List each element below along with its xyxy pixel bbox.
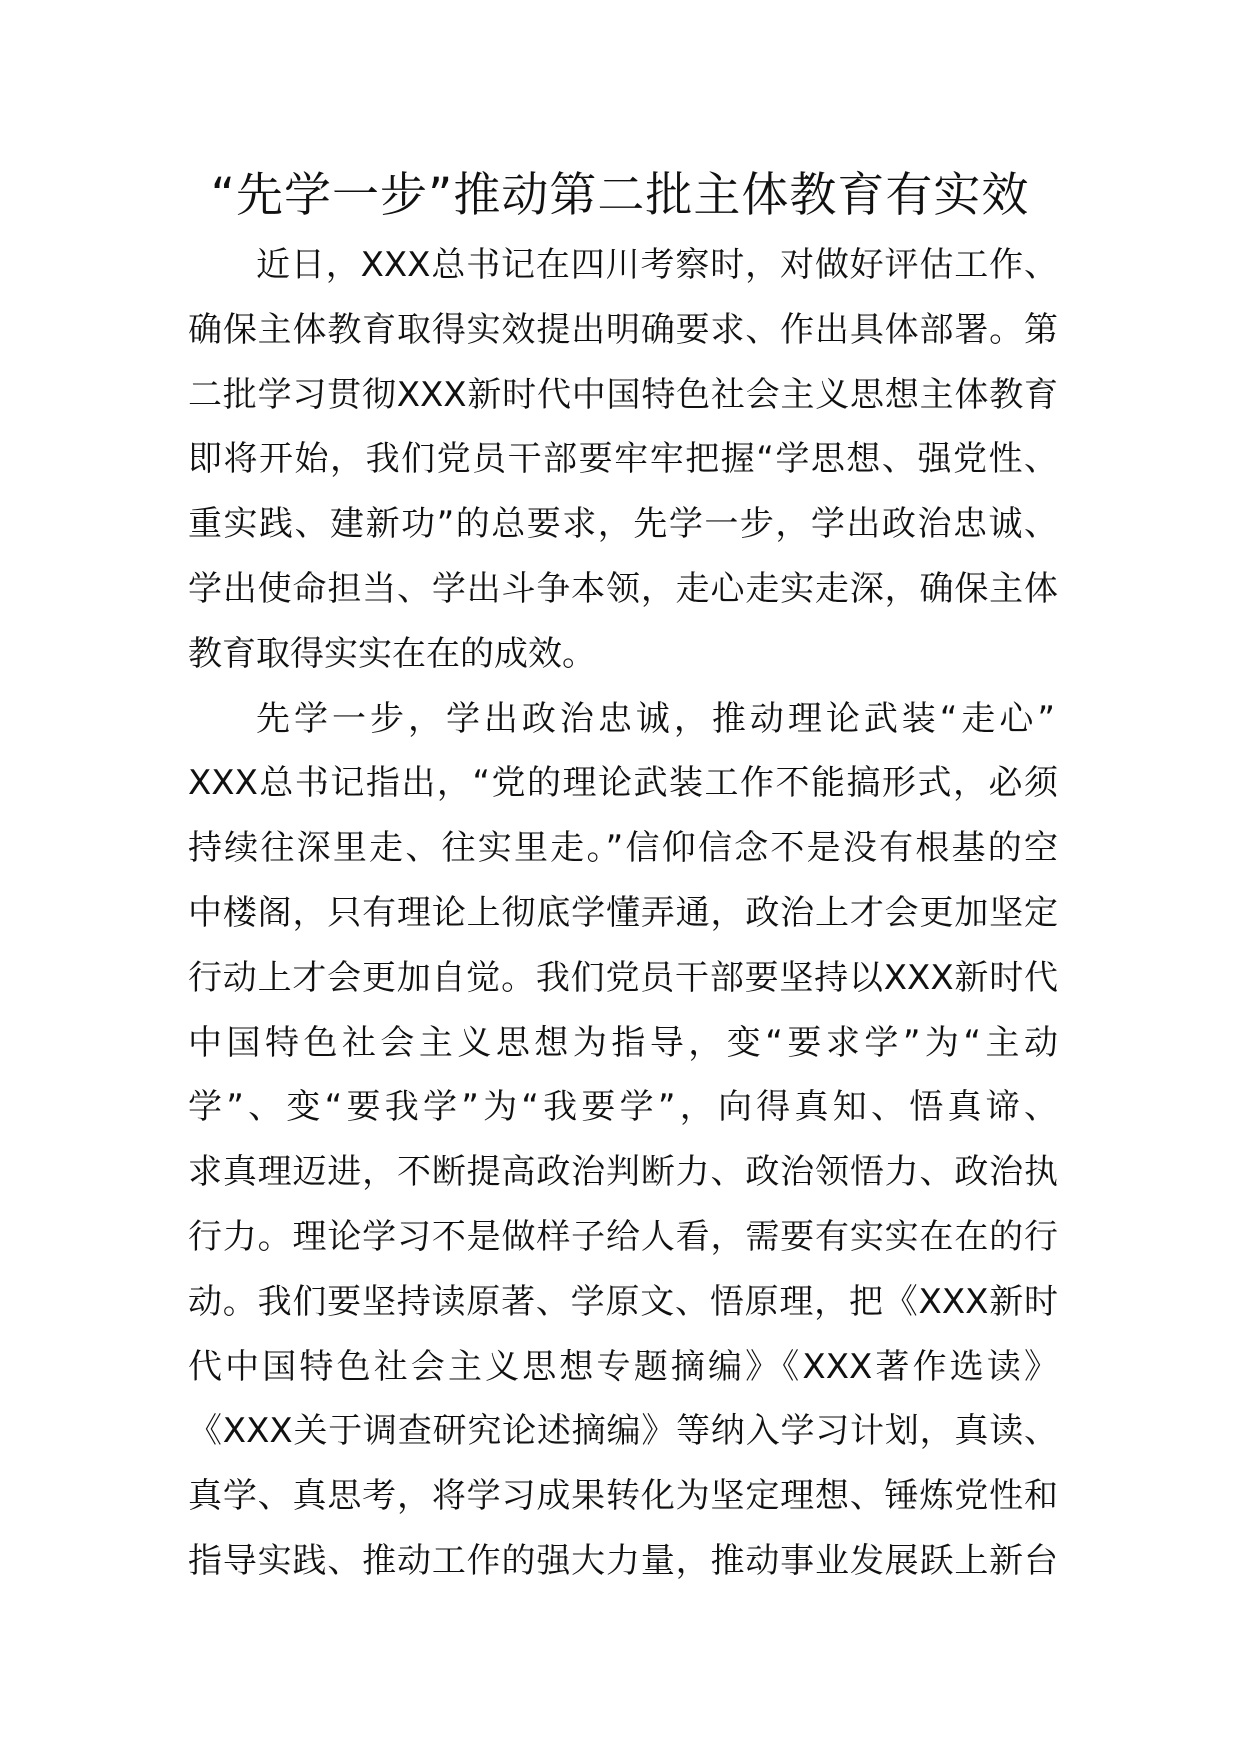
text-line: 确保主体教育取得实效提出明确要求、作出具体部署。第 <box>188 309 1058 350</box>
text-line: 求真理迈进，不断提高政治判断力、政治领悟力、政治执 <box>188 1152 1058 1193</box>
text-line: 行力。理论学习不是做样子给人看，需要有实实在在的行 <box>188 1216 1058 1257</box>
paragraph <box>188 687 1058 1594</box>
text-line: 重实践、建新功”的总要求，先学一步，学出政治忠诚、 <box>188 504 1058 545</box>
text-line: 即将开始，我们党员干部要牢牢把握“学思想、强党性、 <box>188 439 1058 480</box>
document-title: “先学一步”推动第二批主体教育有实效 <box>210 168 1030 223</box>
text-line: 持续往深里走、往实里走。”信仰信念不是没有根基的空 <box>188 828 1058 869</box>
text-line: 动。我们要坚持读原著、学原文、悟原理，把《XXX新时 <box>188 1281 1058 1322</box>
paragraph <box>188 233 1058 687</box>
text-line: 二批学习贯彻XXX新时代中国特色社会主义思想主体教育 <box>188 374 1058 415</box>
text-line: 学出使命担当、学出斗争本领，走心走实走深，确保主体 <box>188 568 1058 609</box>
text-line: 《XXX关于调查研究论述摘编》等纳入学习计划，真读、 <box>188 1411 1058 1452</box>
section-heading-line: 先学一步，学出政治忠诚，推动理论武装“走心” <box>256 698 1058 739</box>
text-line: 中国特色社会主义思想为指导，变“要求学”为“主动 <box>188 1022 1058 1063</box>
text-line: 教育取得实实在在的成效。 <box>188 633 596 674</box>
text-line: XXX总书记指出，“党的理论武装工作不能搞形式，必须 <box>188 763 1058 804</box>
text-line: 真学、真思考，将学习成果转化为坚定理想、锤炼党性和 <box>188 1476 1058 1517</box>
text-line: 指导实践、推动工作的强大力量，推动事业发展跃上新台 <box>188 1540 1058 1581</box>
text-line: 近日，XXX总书记在四川考察时，对做好评估工作、 <box>256 245 1058 285</box>
text-line: 学”、变“要我学”为“我要学”，向得真知、悟真谛、 <box>188 1087 1058 1128</box>
document-body <box>188 233 1058 1594</box>
text-line: 中楼阁，只有理论上彻底学懂弄通，政治上才会更加坚定 <box>188 892 1058 933</box>
text-line: 行动上才会更加自觉。我们党员干部要坚持以XXX新时代 <box>188 957 1058 998</box>
text-line: 代中国特色社会主义思想专题摘编》《XXX著作选读》 <box>188 1346 1058 1387</box>
